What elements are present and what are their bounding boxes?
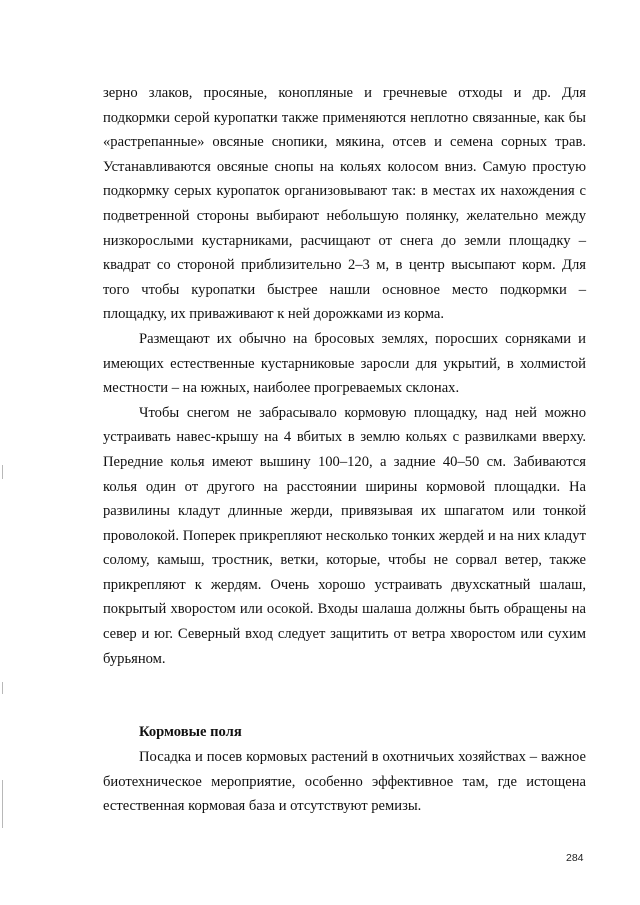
paragraph-continuation: зерно злаков, просяные, конопляные и гречневые отходы и др. Для подкормки серой куропатки также применяются неплотно связанные, как бы «растрепанные» овсяные снопики, мякина, отсев и семена сорных трав. Устанавливаются овсяные снопы на кольях колосом вниз. Самую простую подкормку серых куропаток организовывают так: в местах их нахождения с подветренной стороны выбирают небольшую полянку, желательно между низкорослыми кустарниками, расчищают от снега до земли площадку – квадрат со стороной приблизительно 2–3 м, в центр высыпают корм. Для того чтобы куропатки быстрее нашли основное место подкормки – площадку, их приваживают к ней дорожками из корма.	[103, 85, 586, 323]
page-number: 284	[566, 852, 584, 864]
margin-scan-mark	[2, 682, 3, 694]
margin-scan-mark	[2, 465, 3, 479]
paragraph-feed-fields: Посадка и посев кормовых растений в охотничьих хозяйствах – важное биотехническое мероприятие, особенно эффективное там, где истощена естественная кормовая база и отсутствуют ремизы.	[103, 749, 586, 815]
section-heading: Кормовые поля	[139, 724, 242, 741]
document-body	[103, 81, 586, 819]
section-gap	[103, 671, 586, 696]
section-gap	[103, 696, 586, 721]
paragraph-shelter: Чтобы снегом не забрасывало кормовую площадку, над ней можно устраивать навес-крышу на 4 вбитых в землю кольях с развилками вверху. Передние колья имеют вышину 100–120, а задние 40–50 см. Забиваются колья один от другого на расстоянии ширины кормовой площадки. На развилины кладут длинные жерди, привязывая их шпагатом или тонкой проволокой. Поперек прикрепляют несколько тонких жердей и на них кладут солому, камыш, тростник, ветки, которые, чтобы не сорвал ветер, также прикрепляют к жердям. Очень хорошо устраивать двухскатный шалаш, покрытый хворостом или осокой. Входы шалаша должны быть обращены на север и юг. Северный вход следует защитить от ветра хворостом или сухим бурьяном.	[103, 404, 586, 667]
margin-scan-mark	[2, 780, 3, 828]
paragraph-placement: Размещают их обычно на бросовых землях, поросших сорняками и имеющих естественные кустарниковые заросли для укрытий, в холмистой местности – на южных, наиболее прогреваемых склонах.	[103, 330, 586, 397]
